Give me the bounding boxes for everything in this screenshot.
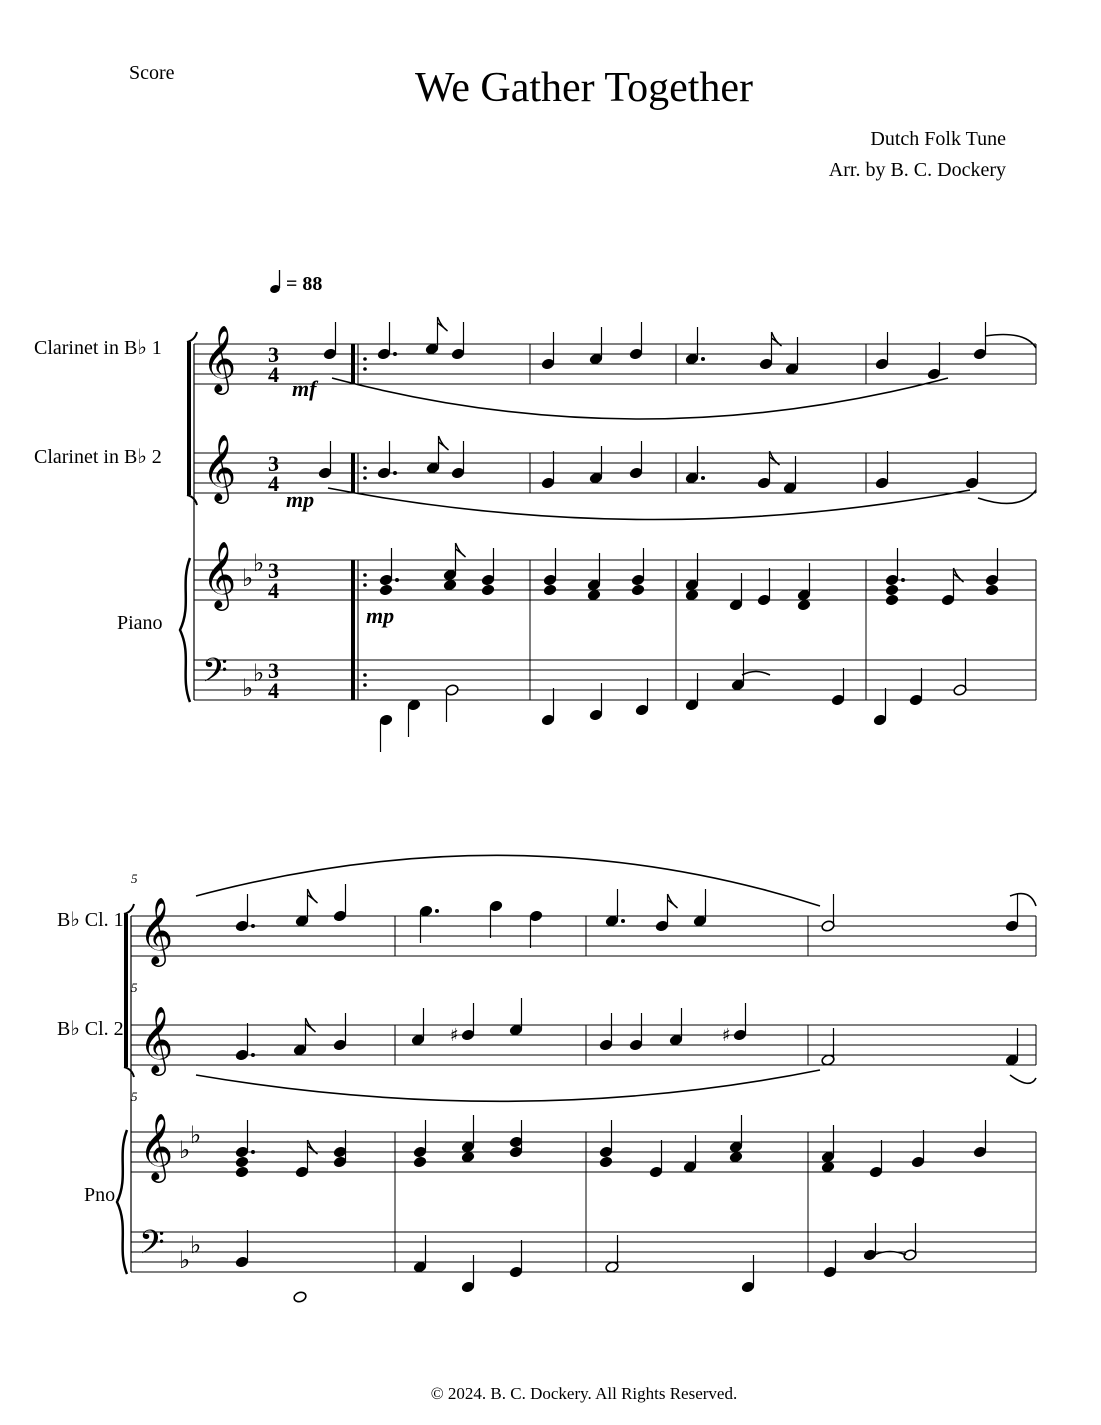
augmentation-dot [251,924,255,928]
note-head [885,594,899,607]
repeat-dot [363,583,367,587]
augmentation-dot [395,578,399,582]
time-signature-bottom: 4 [268,578,279,603]
note-head [797,599,811,612]
arranger-credit: Arr. by B. C. Dockery [828,159,1006,181]
repeat-dot [363,357,367,361]
flat-sign: ♭ [253,659,265,687]
augmentation-dot [701,476,705,480]
note-head [587,589,601,602]
augmentation-dot [901,578,905,582]
note-head [413,1156,427,1169]
bracket-hook [124,1067,134,1077]
augmentation-dot [251,1053,255,1057]
sharp-sign: ♯ [722,1025,731,1046]
piano-label: Piano [117,612,163,634]
bass-clef: 𝄢 [202,652,228,698]
augmentation-dot [393,352,397,356]
time-signature-bottom: 4 [268,678,279,703]
augmentation-dot [621,919,625,923]
dynamic-clarinet2: mp [286,487,315,512]
note-head [985,584,999,597]
treble-clef: 𝄞 [139,1005,174,1073]
slur [196,855,820,906]
flat-sign: ♭ [179,1136,191,1164]
piano-brace [180,558,190,702]
time-signature-bottom: 4 [268,362,279,387]
flat-sign: ♭ [179,1246,191,1274]
note-flag [438,317,448,331]
note-head [543,584,557,597]
measure-number-5-cl2: 5 [131,980,138,995]
slur [978,490,1036,503]
note-flag [308,889,318,903]
composer-credit: Dutch Folk Tune [870,128,1006,150]
treble-clef: 𝄞 [139,896,174,964]
note-flag [456,543,466,557]
note-head [481,584,495,597]
time-signature-top: 3 [268,558,279,583]
bracket-hook [124,904,134,914]
flat-sign: ♭ [190,1121,202,1149]
time-signature-top: 3 [268,342,279,367]
note-head [293,1291,307,1304]
score-label: Score [129,62,175,84]
slur [196,1070,820,1101]
note-head [443,579,457,592]
clarinet1-label: Clarinet in B♭ 1 [34,337,162,359]
dynamic-piano: mp [366,603,395,628]
slur [1010,1075,1036,1083]
tempo-marking [269,270,322,295]
note-flag [439,436,449,450]
augmentation-dot [393,471,397,475]
slur [1010,894,1036,906]
note-head [729,1151,743,1164]
bracket-hook [187,495,197,505]
dynamic-clarinet1: mf [292,376,317,401]
augmentation-dot [251,1150,255,1154]
time-signature-bottom: 4 [268,471,279,496]
treble-clef: 𝄞 [139,1112,174,1180]
copyright-footer: © 2024. B. C. Dockery. All Rights Reserved. [430,1384,738,1403]
flat-sign: ♭ [242,564,254,592]
repeat-dot [363,367,367,371]
treble-clef: 𝄞 [202,540,237,608]
note-flag [668,894,678,908]
repeat-dot [363,466,367,470]
bracket-hook [187,332,197,342]
clarinet1-short-label: B♭ Cl. 1 [57,909,124,931]
note-head [235,1156,249,1169]
time-signature-top: 3 [268,658,279,683]
note-head [631,584,645,597]
repeat-dot [363,573,367,577]
tempo-text: = 88 [286,273,323,295]
augmentation-dot [435,909,439,913]
staff-lines [131,344,1036,1272]
note-head [379,584,393,597]
sharp-sign: ♯ [450,1025,459,1046]
treble-clef: 𝄞 [202,324,237,392]
slur [742,672,770,676]
time-signature-top: 3 [268,451,279,476]
flat-sign: ♭ [190,1231,202,1259]
measure-number-5-pno: 5 [131,1089,138,1104]
repeat-dot [363,673,367,677]
time-signatures [268,342,279,703]
repeat-dot [363,683,367,687]
note-head [685,589,699,602]
clarinet2-short-label: B♭ Cl. 2 [57,1018,124,1040]
note-head [461,1151,475,1164]
repeat-dot [363,476,367,480]
note-head [235,1166,249,1179]
flat-sign: ♭ [242,674,254,702]
clarinet2-label: Clarinet in B♭ 2 [34,446,162,468]
note-head [599,1156,613,1169]
note-head [821,1161,835,1174]
piano-short-label: Pno. [84,1184,121,1206]
page-title: We Gather Together [414,65,754,111]
bass-clef: 𝄢 [139,1224,165,1270]
treble-clef: 𝄞 [202,433,237,501]
note-head [885,584,899,597]
slur [985,335,1036,349]
flat-sign: ♭ [253,549,265,577]
augmentation-dot [701,357,705,361]
measure-number-5-cl1: 5 [131,871,138,886]
